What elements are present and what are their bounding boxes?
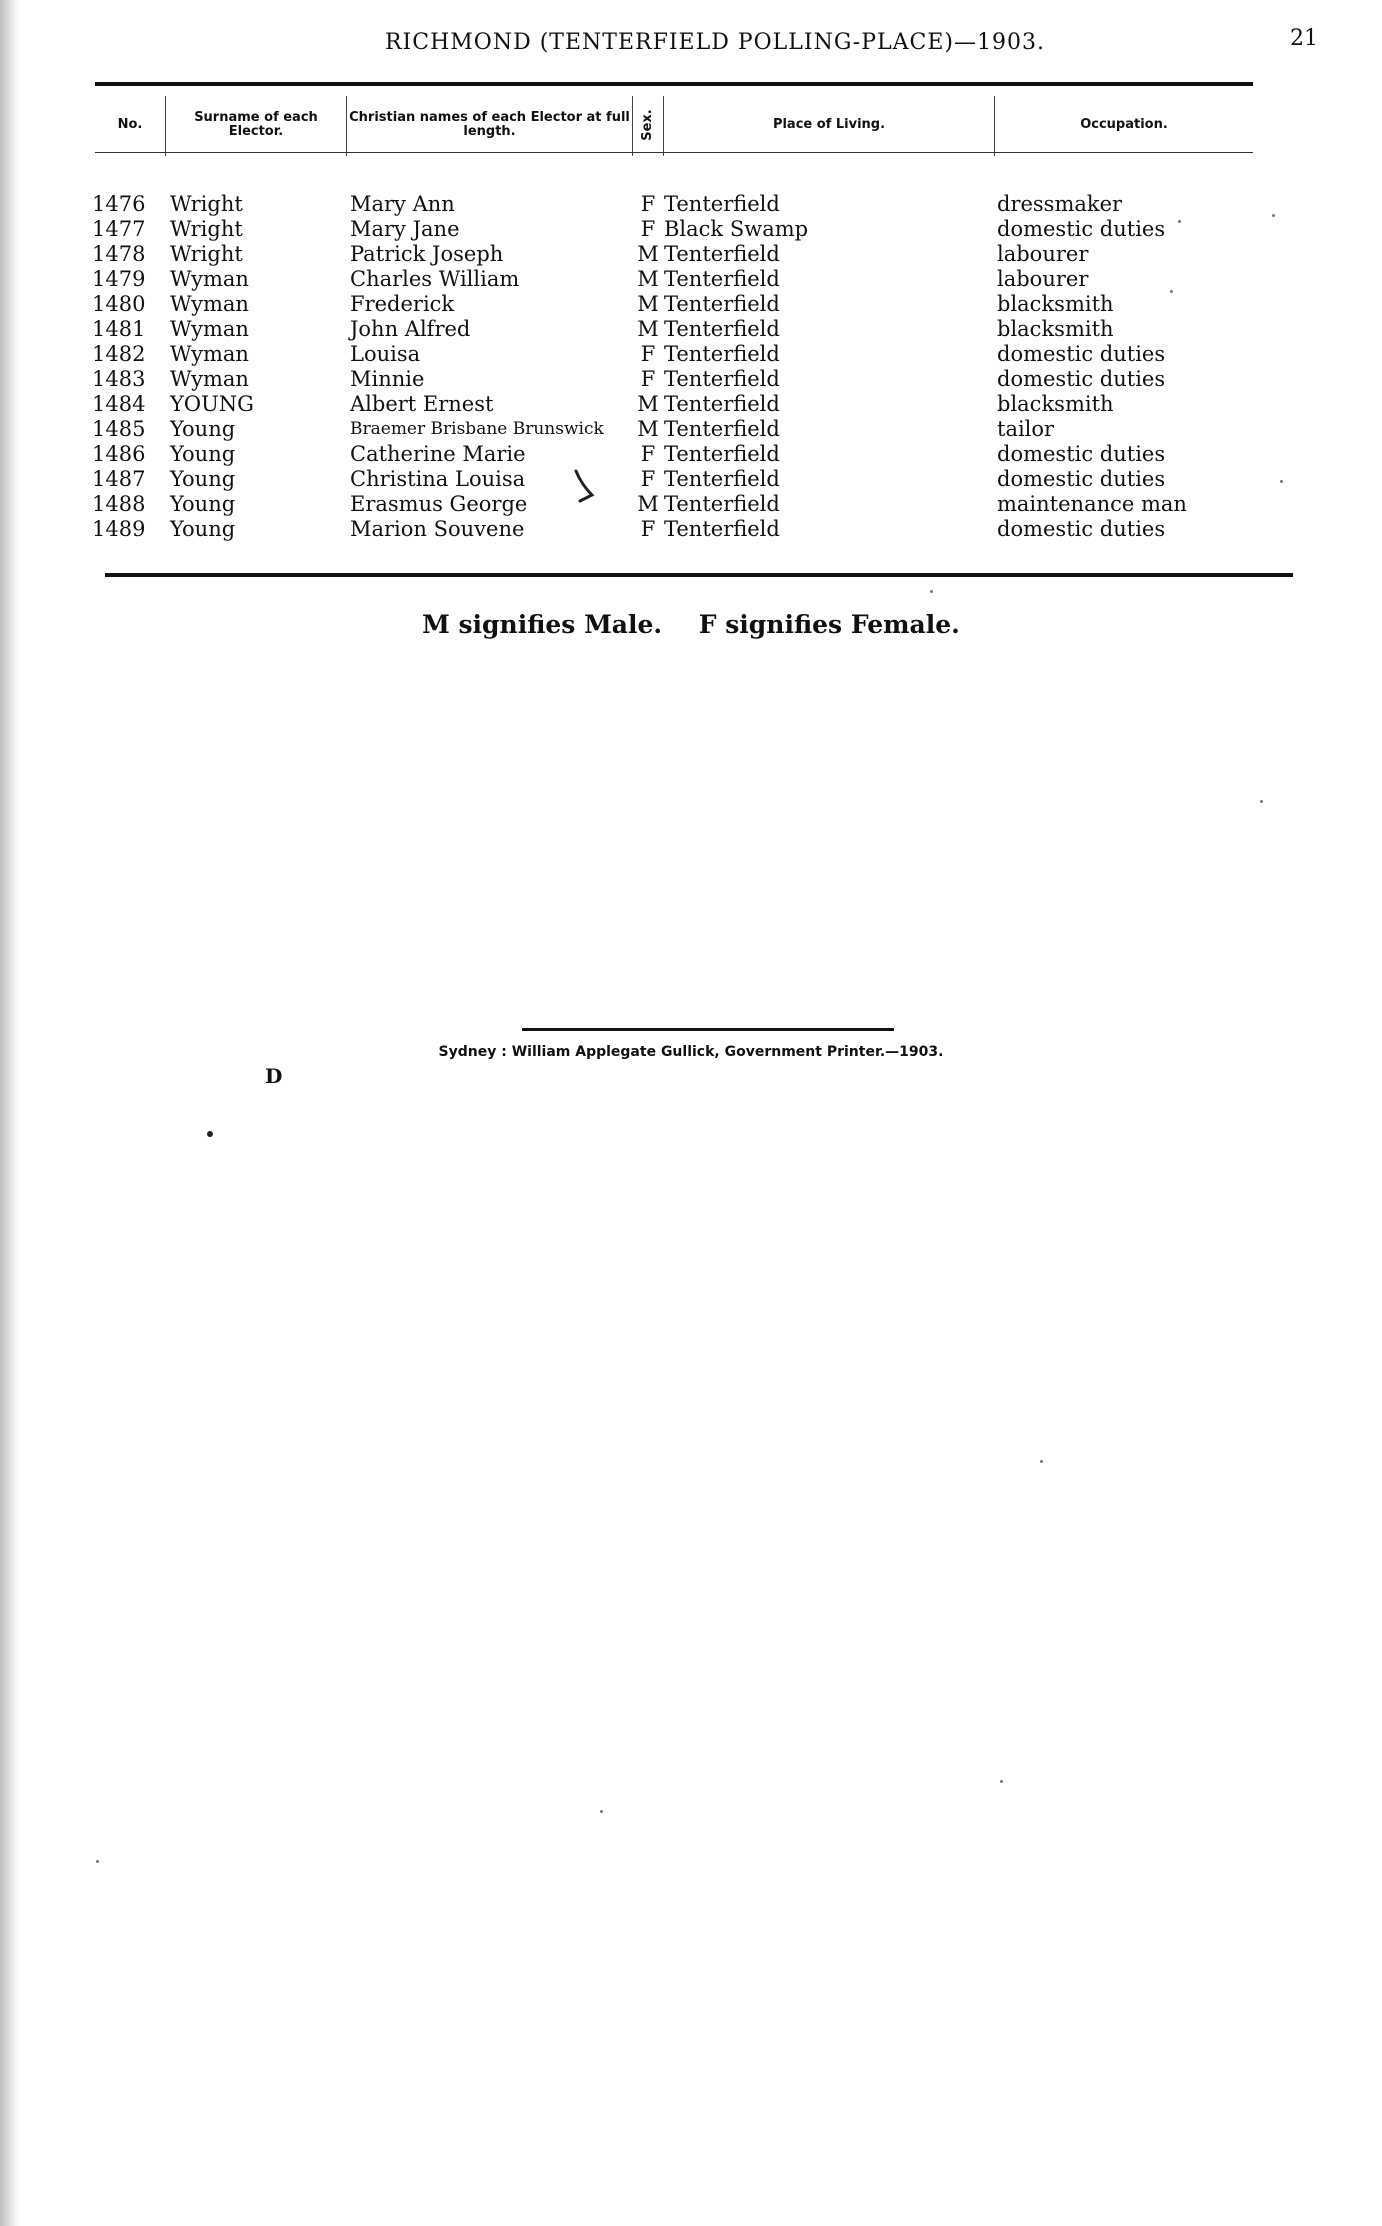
cell-occupation: domestic duties	[997, 442, 1166, 466]
column-header-occupation: Occupation.	[1080, 117, 1168, 132]
cell-surname: Wyman	[170, 292, 249, 316]
speck	[1040, 1460, 1043, 1463]
cell-christian-names: Marion Souvene	[350, 517, 525, 541]
table-row	[0, 467, 1382, 492]
cell-occupation: dressmaker	[997, 192, 1123, 216]
cell-place: Tenterfield	[664, 267, 780, 291]
cell-no: 1481	[92, 317, 146, 341]
column-header-no: No.	[117, 117, 143, 132]
cell-sex: F	[640, 467, 656, 491]
cell-christian-names: Catherine Marie	[350, 442, 526, 466]
cell-christian-names: Patrick Joseph	[350, 242, 504, 266]
page-number: 21	[1290, 26, 1318, 51]
cell-place: Tenterfield	[664, 467, 780, 491]
cell-christian-names: Albert Ernest	[350, 392, 494, 416]
cell-occupation: blacksmith	[997, 292, 1114, 316]
legend-male: M signifies Male.	[422, 610, 663, 639]
table-row	[0, 442, 1382, 467]
cell-christian-names: Mary Ann	[350, 192, 455, 216]
column-header-place: Place of Living.	[772, 117, 886, 132]
table-row	[0, 392, 1382, 417]
speck	[600, 1810, 603, 1813]
cell-surname: Young	[170, 492, 236, 516]
table-row	[0, 367, 1382, 392]
cell-occupation: labourer	[997, 242, 1089, 266]
cell-surname: Wyman	[170, 317, 249, 341]
cell-sex: M	[637, 392, 659, 416]
cell-no: 1482	[92, 342, 146, 366]
cell-sex: F	[640, 367, 656, 391]
cell-surname: Wright	[170, 242, 243, 266]
cell-no: 1489	[92, 517, 146, 541]
table-row	[0, 317, 1382, 342]
column-header-christian-names: Christian names of each Elector at full length.	[349, 110, 630, 139]
table-bottom-rule	[105, 573, 1293, 577]
cell-no: 1485	[92, 417, 146, 441]
table-row	[0, 342, 1382, 367]
cell-sex: F	[640, 442, 656, 466]
table-row	[0, 192, 1382, 217]
cell-surname: Wright	[170, 217, 243, 241]
cell-occupation: domestic duties	[997, 467, 1166, 491]
cell-surname: Wyman	[170, 342, 249, 366]
table-row	[0, 417, 1382, 442]
cell-no: 1483	[92, 367, 146, 391]
cell-surname: Wright	[170, 192, 243, 216]
cell-no: 1477	[92, 217, 146, 241]
cell-place: Black Swamp	[664, 217, 809, 241]
cell-occupation: tailor	[997, 417, 1055, 441]
table-row	[0, 492, 1382, 517]
cell-no: 1484	[92, 392, 146, 416]
speck	[930, 590, 933, 593]
cell-no: 1480	[92, 292, 146, 316]
cell-surname: Young	[170, 467, 236, 491]
cell-place: Tenterfield	[664, 292, 780, 316]
cell-occupation: labourer	[997, 267, 1089, 291]
cell-place: Tenterfield	[664, 517, 780, 541]
ink-spot	[207, 1131, 213, 1137]
table-row	[0, 267, 1382, 292]
cell-sex: M	[637, 242, 659, 266]
signature-mark: D	[265, 1064, 283, 1088]
cell-surname: Wyman	[170, 267, 249, 291]
cell-sex: F	[640, 517, 656, 541]
cell-christian-names: Louisa	[350, 342, 421, 366]
table-row	[0, 292, 1382, 317]
table-row	[0, 217, 1382, 242]
cell-christian-names: Erasmus George	[350, 492, 528, 516]
cell-occupation: domestic duties	[997, 217, 1166, 241]
cell-occupation: domestic duties	[997, 367, 1166, 391]
printer-imprint: Sydney : William Applegate Gullick, Government Printer.—1903.	[438, 1044, 944, 1060]
cell-surname: Young	[170, 517, 236, 541]
cell-christian-names: Frederick	[350, 292, 455, 316]
table-row	[0, 242, 1382, 267]
cell-place: Tenterfield	[664, 317, 780, 341]
cell-christian-names: Charles William	[350, 267, 520, 291]
cell-christian-names: Minnie	[350, 367, 425, 391]
column-header-sex	[633, 96, 663, 154]
cell-surname: Young	[170, 417, 236, 441]
table-header-rule	[95, 152, 1253, 153]
cell-no: 1479	[92, 267, 146, 291]
cell-sex: M	[637, 267, 659, 291]
speck	[1000, 1780, 1003, 1783]
cell-occupation: blacksmith	[997, 392, 1114, 416]
pen-tick-mark	[570, 467, 600, 507]
cell-no: 1476	[92, 192, 146, 216]
table-top-rule	[95, 82, 1253, 86]
cell-christian-names: John Alfred	[350, 317, 471, 341]
cell-surname: Young	[170, 442, 236, 466]
cell-place: Tenterfield	[664, 492, 780, 516]
cell-sex: F	[640, 192, 656, 216]
speck	[1178, 220, 1181, 223]
cell-christian-names: Christina Louisa	[350, 467, 526, 491]
table-row	[0, 517, 1382, 542]
cell-sex: F	[640, 217, 656, 241]
speck	[1280, 480, 1283, 483]
cell-place: Tenterfield	[664, 392, 780, 416]
cell-surname: Wyman	[170, 367, 249, 391]
column-header-sex-label: Sex.	[640, 109, 656, 141]
legend-female: F signifies Female.	[698, 610, 960, 639]
cell-place: Tenterfield	[664, 442, 780, 466]
cell-no: 1488	[92, 492, 146, 516]
cell-sex: F	[640, 342, 656, 366]
cell-no: 1486	[92, 442, 146, 466]
cell-place: Tenterfield	[664, 192, 780, 216]
speck	[96, 1860, 99, 1863]
cell-place: Tenterfield	[664, 342, 780, 366]
cell-place: Tenterfield	[664, 242, 780, 266]
cell-sex: M	[637, 317, 659, 341]
cell-christian-names: Braemer Brisbane Brunswick	[350, 419, 604, 439]
speck	[1272, 214, 1275, 217]
cell-sex: M	[637, 292, 659, 316]
imprint-rule	[522, 1028, 894, 1031]
sex-legend	[0, 610, 1382, 639]
cell-occupation: blacksmith	[997, 317, 1114, 341]
cell-sex: M	[637, 417, 659, 441]
cell-no: 1478	[92, 242, 146, 266]
cell-occupation: domestic duties	[997, 342, 1166, 366]
cell-occupation: maintenance man	[997, 492, 1187, 516]
speck	[1170, 290, 1173, 293]
cell-christian-names: Mary Jane	[350, 217, 460, 241]
cell-occupation: domestic duties	[997, 517, 1166, 541]
cell-place: Tenterfield	[664, 417, 780, 441]
cell-no: 1487	[92, 467, 146, 491]
page-title: RICHMOND (TENTERFIELD POLLING-PLACE)—1903.	[384, 30, 1045, 55]
cell-surname: YOUNG	[170, 392, 254, 416]
cell-place: Tenterfield	[664, 367, 780, 391]
cell-sex: M	[637, 492, 659, 516]
speck	[1260, 800, 1263, 803]
column-header-surname: Surname of each Elector.	[194, 110, 318, 139]
